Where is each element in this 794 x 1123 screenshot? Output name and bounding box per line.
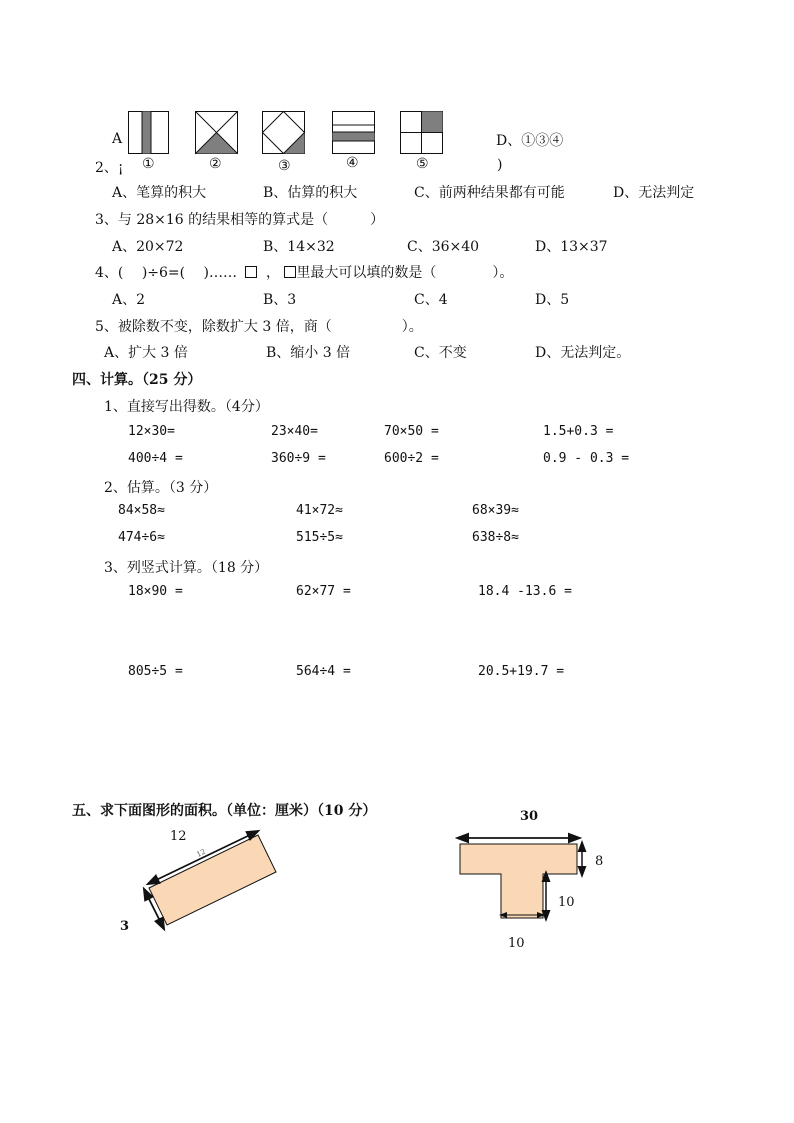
shape-2-icon (195, 111, 239, 155)
estimate-item: 84×58≈ (118, 503, 165, 518)
estimate-item: 474÷6≈ (118, 530, 165, 545)
q2-option-d: D、无法判定 (613, 185, 695, 201)
fig2-bottom-label: 10 (508, 936, 525, 951)
q4-option-d: D、5 (535, 292, 570, 308)
fig2-stem-label: 10 (558, 895, 575, 910)
q4-stem-b: ， (265, 265, 280, 281)
part2-title: 2、估算。（3 分） (104, 480, 218, 496)
calc-item: 70×50 = (384, 424, 439, 439)
q5-option-c: C、不变 (414, 345, 467, 361)
calc-item: 360÷9 = (271, 451, 326, 466)
q2-option-c: C、前两种结果都有可能 (414, 185, 565, 201)
q1-answer-option-d: D、①③④ (496, 133, 564, 149)
q4-option-a: A、2 (112, 292, 146, 308)
estimate-item: 41×72≈ (296, 503, 343, 518)
q2-option-a: A、笔算的积大 (112, 185, 207, 201)
vertical-calc-item: 805÷5 = (128, 664, 183, 679)
shape-label-2: ② (209, 156, 222, 172)
q3-option-a: A、20×72 (112, 239, 184, 255)
section4-title: 四、计算。（25 分） (72, 372, 202, 388)
q2-close-paren: ) (497, 157, 503, 173)
estimate-item: 515÷5≈ (296, 530, 343, 545)
fig2-top-label: 30 (520, 809, 539, 824)
blank-box-icon (284, 266, 296, 278)
tilted-rectangle-figure (140, 835, 285, 935)
shape-label-5: ⑤ (416, 156, 429, 172)
fig2-right-label: 8 (595, 854, 604, 869)
calc-item: 1.5+0.3 = (543, 424, 614, 439)
shape-3-icon (262, 111, 306, 155)
shape-label-1: ① (142, 156, 155, 172)
q4-stem-a: 4、( )÷6=( )…… (95, 265, 238, 281)
svg-text:12: 12 (195, 847, 207, 859)
q5-option-d: D、无法判定。 (535, 345, 631, 361)
vertical-calc-item: 20.5+19.7 = (478, 664, 565, 679)
calc-item: 0.9 - 0.3 = (543, 451, 630, 466)
section5-title: 五、求下面图形的面积。（单位：厘米）（10 分） (72, 803, 377, 819)
q4-option-b: B、3 (263, 292, 297, 308)
shape-1-icon (128, 111, 170, 155)
blank-box-icon (245, 266, 257, 278)
q4-option-c: C、4 (414, 292, 448, 308)
vertical-calc-item: 18.4 -13.6 = (478, 584, 572, 599)
q3-option-c: C、36×40 (407, 239, 480, 255)
fig1-top-label: 12 (170, 829, 187, 844)
q2-stem: 2、¡ (95, 160, 124, 176)
vertical-calc-item: 564÷4 = (296, 664, 351, 679)
shape-5-icon (400, 111, 444, 155)
vertical-calc-item: 18×90 = (128, 584, 183, 599)
calc-item: 23×40= (271, 424, 318, 439)
shape-4-icon (332, 111, 376, 155)
calc-item: 12×30= (128, 424, 175, 439)
q5-stem: 5、被除数不变，除数扩大 3 倍，商（ ）。 (95, 319, 423, 335)
q5-option-a: A、扩大 3 倍 (104, 345, 188, 361)
q3-option-d: D、13×37 (535, 239, 608, 255)
estimate-item: 68×39≈ (472, 503, 519, 518)
vertical-calc-item: 62×77 = (296, 584, 351, 599)
calc-item: 600÷2 = (384, 451, 439, 466)
calc-item: 400÷4 = (128, 451, 183, 466)
q5-option-b: B、缩小 3 倍 (266, 345, 351, 361)
q3-stem: 3、与 28×16 的结果相等的算式是（ ） (95, 212, 385, 228)
fig1-side-label: 3 (120, 919, 130, 934)
shape-label-3: ③ (278, 158, 291, 174)
q4-stem (95, 262, 513, 282)
shape-label-4: ④ (346, 155, 359, 171)
part1-title: 1、直接写出得数。（4分） (104, 399, 269, 415)
q2-option-b: B、估算的积大 (263, 185, 358, 201)
q1-prefix: A (112, 131, 123, 147)
q4-stem-c: 里最大可以填的数是（ ）。 (296, 265, 514, 281)
estimate-item: 638÷8≈ (472, 530, 519, 545)
q3-option-b: B、14×32 (263, 239, 335, 255)
part3-title: 3、列竖式计算。（18 分） (104, 560, 269, 576)
